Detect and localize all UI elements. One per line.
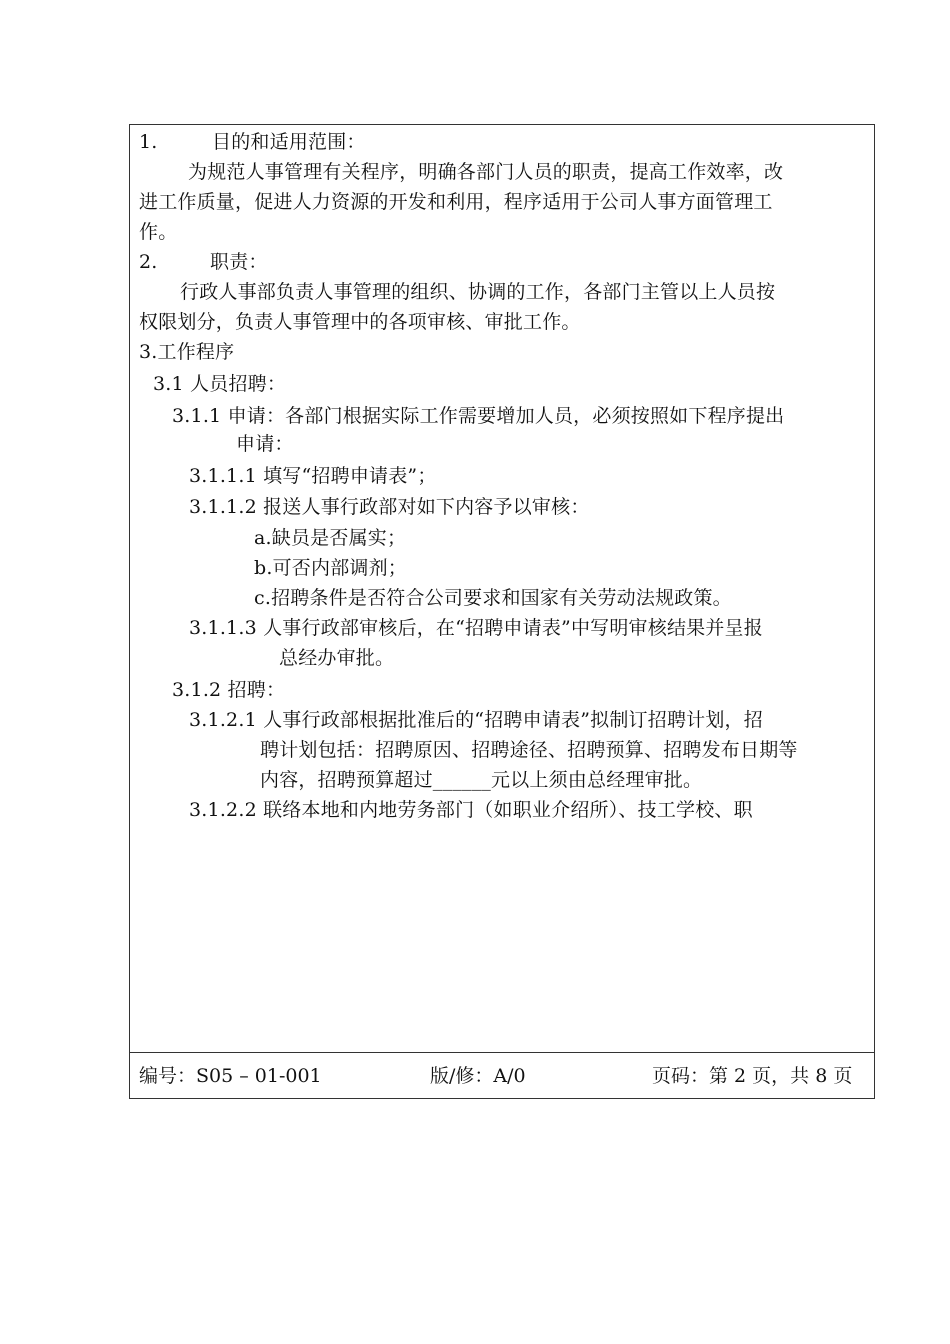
section-2-body-line: 行政人事部负责人事管理的组织、协调的工作，各部门主管以上人员按: [180, 281, 776, 303]
section-3-1-1-1: 3.1.1.1 填写“招聘申请表”；: [189, 465, 437, 487]
list-item-a: a.缺员是否属实；: [254, 527, 407, 549]
section-1-title: 目的和适用范围：: [212, 131, 366, 153]
section-3-1-2-1-line: 聘计划包括：招聘原因、招聘途径、招聘预算、招聘发布日期等: [260, 739, 798, 761]
section-3-1-2-1-line: 内容，招聘预算超过______元以上须由总经理审批。: [260, 769, 703, 791]
list-item-c: c.招聘条件是否符合公司要求和国家有关劳动法规政策。: [254, 587, 732, 609]
section-3-1-1-3-line: 3.1.1.3 人事行政部审核后，在“招聘申请表”中写明审核结果并呈报: [189, 617, 763, 639]
section-1-body-line: 进工作质量，促进人力资源的开发和利用，程序适用于公司人事方面管理工: [139, 191, 773, 213]
section-3-1-2-2: 3.1.2.2 联络本地和内地劳务部门（如职业介绍所）、技工学校、职: [189, 799, 753, 821]
page-number: 页码：第 2 页，共 8 页: [652, 1065, 853, 1087]
section-1-number: 1.: [139, 131, 158, 153]
section-3-1-1-line: 申请：: [236, 433, 294, 455]
section-3-1-2-heading: 3.1.2 招聘：: [172, 679, 286, 701]
section-3-1-1-2: 3.1.1.2 报送人事行政部对如下内容予以审核：: [189, 496, 590, 518]
section-2-heading: [139, 251, 268, 273]
section-3-1-1-3-line: 总经办审批。: [279, 647, 395, 669]
section-1-body-line: 为规范人事管理有关程序，明确各部门人员的职责，提高工作效率，改: [188, 161, 784, 183]
section-3-1-2-1-line: 3.1.2.1 人事行政部根据批准后的“招聘申请表”拟制订招聘计划，招: [189, 709, 763, 731]
document-code: 编号：S05 – 01-001: [139, 1065, 322, 1087]
section-3-1-1-line: 3.1.1 申请：各部门根据实际工作需要增加人员，必须按照如下程序提出: [172, 405, 785, 427]
revision-label: 版/修：A/0: [430, 1065, 526, 1087]
section-2-title: 职责：: [210, 251, 268, 273]
section-3-1-heading: 3.1 人员招聘：: [153, 373, 287, 395]
section-3-heading: 3.工作程序: [139, 341, 235, 363]
list-item-b: b.可否内部调剂；: [254, 557, 408, 579]
section-2-number: 2.: [139, 251, 158, 273]
document-frame: [129, 124, 875, 1099]
section-1-heading: [139, 131, 366, 153]
section-1-body-line: 作。: [139, 221, 178, 243]
footer-divider: [130, 1052, 874, 1053]
section-2-body-line: 权限划分，负责人事管理中的各项审核、审批工作。: [139, 311, 581, 333]
